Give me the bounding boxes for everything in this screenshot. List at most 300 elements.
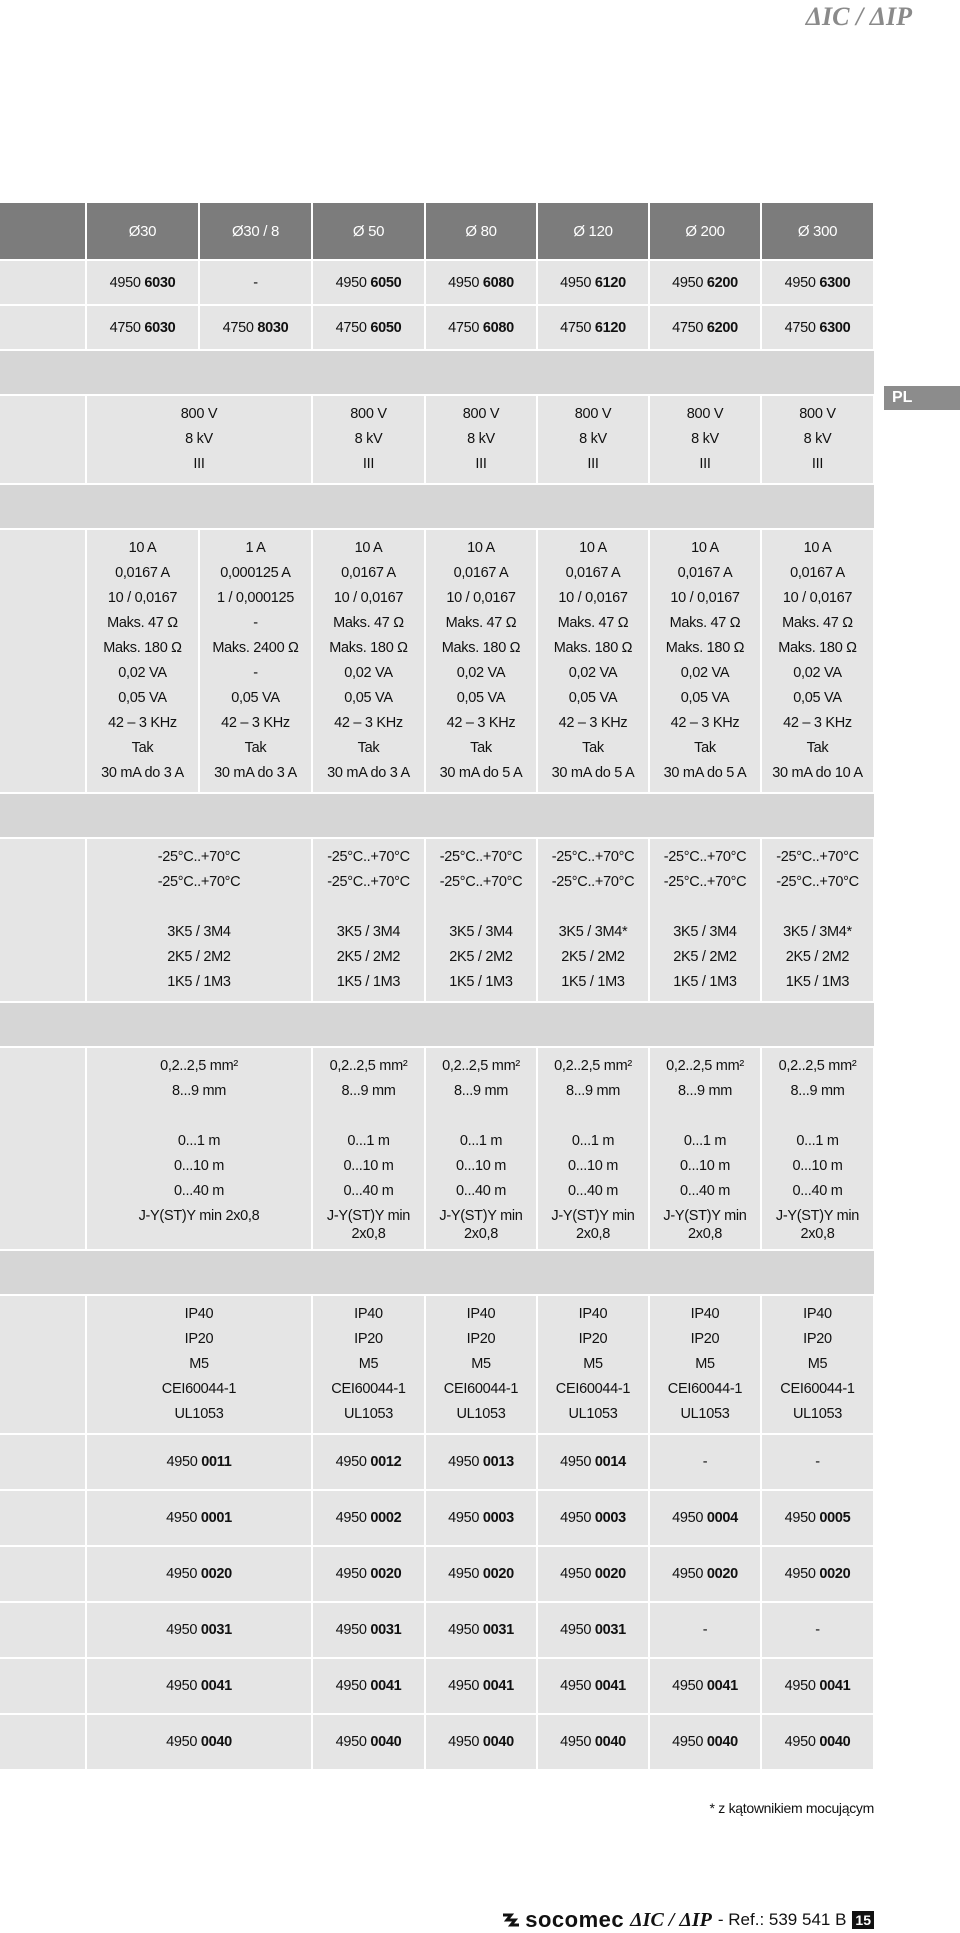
spacer — [762, 895, 873, 920]
spec-value: -25°C..+70°C — [327, 874, 410, 890]
ref-prefix: 4950 — [560, 1510, 592, 1526]
spec-value: IP40 — [578, 1306, 608, 1322]
ref-code-cell — [86, 1714, 312, 1770]
spec-value: 0,05 VA — [793, 690, 842, 706]
ref-suffix: 6030 — [144, 319, 176, 336]
row-label-cell — [0, 395, 86, 484]
ref-code-cell — [761, 1658, 874, 1714]
spec-value: 1K5 / 1M3 — [167, 974, 231, 990]
spacer — [426, 895, 536, 920]
ref-suffix: 6080 — [482, 319, 514, 336]
spec-value: J-Y(ST)Y min 2x0,8 — [551, 1208, 635, 1242]
ref-suffix: 0020 — [819, 1566, 851, 1582]
ref-prefix: 4950 — [560, 1734, 592, 1750]
spec-value: 0,02 VA — [344, 665, 393, 681]
electrical-row — [0, 529, 874, 793]
ref-suffix: 6120 — [594, 274, 626, 291]
spec-value: 0...10 m — [456, 1158, 506, 1174]
ref-suffix: 0005 — [819, 1510, 851, 1526]
spec-value: 10 A — [128, 540, 157, 556]
ref-prefix: 4950 — [560, 1678, 592, 1694]
spec-table-body — [0, 203, 874, 1770]
spec-value: 0,05 VA — [344, 690, 393, 706]
spec-value: 0...1 m — [459, 1133, 503, 1149]
section-insulation — [0, 350, 874, 395]
spec-value: 30 mA do 3 A — [101, 765, 184, 781]
ref-suffix: 0003 — [482, 1510, 514, 1526]
spec-value: 10 / 0,0167 — [333, 590, 404, 606]
ref-prefix: 4950 — [448, 1678, 480, 1694]
spec-values-cell — [649, 838, 761, 1002]
ref-prefix: 4950 — [335, 1678, 367, 1694]
ref-code-cell — [86, 305, 199, 350]
accessory-row — [0, 1490, 874, 1546]
ref-prefix: 4950 — [672, 1566, 704, 1582]
page-title: ΔIC / ΔIP — [805, 2, 912, 31]
spec-value: 0,05 VA — [568, 690, 618, 706]
spec-values-cell — [312, 529, 425, 793]
accessory-row — [0, 1602, 874, 1658]
spec-value: CEI60044-1 — [780, 1381, 855, 1397]
spec-value: 0,02 VA — [568, 665, 618, 681]
ref-code-cell — [537, 305, 649, 350]
spec-value: -25°C..+70°C — [663, 849, 747, 865]
accessory-row — [0, 1658, 874, 1714]
spec-value: CEI60044-1 — [331, 1381, 406, 1397]
ref-code-cell — [199, 305, 312, 350]
ref-prefix: 4950 — [672, 1734, 704, 1750]
spec-value: 0,2..2,5 mm² — [442, 1058, 520, 1074]
ref-suffix: 0040 — [594, 1734, 626, 1750]
row-label-cell — [0, 1295, 86, 1434]
ref-prefix: 4750 — [784, 319, 816, 336]
spec-values-cell — [761, 1047, 874, 1250]
spec-value: 30 mA do 10 A — [772, 765, 863, 781]
socomec-logo — [501, 1907, 624, 1933]
ref-suffix: 0041 — [200, 1678, 232, 1694]
row-label-cell — [0, 1658, 86, 1714]
spec-value: 800 V — [686, 406, 724, 422]
mechanical-row — [0, 1295, 874, 1434]
spacer — [87, 1104, 311, 1129]
spec-value: 0...40 m — [680, 1183, 730, 1199]
spec-value: Maks. 2400 Ω — [212, 640, 299, 656]
spec-value: IP20 — [466, 1331, 496, 1347]
logo-text: socomec — [525, 1907, 625, 1932]
spec-value: -25°C..+70°C — [551, 849, 635, 865]
column-header: Ø 300 — [761, 203, 874, 260]
spec-value: 8...9 mm — [454, 1083, 508, 1099]
spec-value: III — [811, 456, 824, 472]
spec-value: M5 — [471, 1356, 491, 1372]
spec-value: 1K5 / 1M3 — [336, 974, 401, 990]
ref-prefix: 4950 — [448, 1566, 480, 1582]
spec-value: Tak — [582, 740, 604, 756]
ref-code-cell — [86, 1490, 312, 1546]
spec-value: M5 — [583, 1356, 603, 1372]
spec-value: 0,2..2,5 mm² — [160, 1058, 238, 1074]
spec-values-cell — [425, 1295, 537, 1434]
spec-value: IP40 — [354, 1306, 383, 1322]
ref-suffix: 0001 — [200, 1510, 232, 1526]
ref-prefix: 4950 — [335, 1622, 367, 1638]
spec-value: 800 V — [462, 406, 500, 422]
spec-value: Tak — [357, 740, 380, 756]
ref-suffix: 0031 — [594, 1622, 626, 1638]
spec-value: J-Y(ST)Y min 2x0,8 — [439, 1208, 523, 1242]
ref-prefix: 4950 — [560, 274, 592, 291]
ref-code-cell — [312, 1546, 425, 1602]
environment-row — [0, 838, 874, 1002]
spec-value: 30 mA do 5 A — [439, 765, 523, 781]
ref-suffix: 6300 — [819, 319, 851, 336]
spec-value: 800 V — [180, 406, 218, 422]
spec-value: Maks. 47 Ω — [107, 615, 178, 631]
spec-value: -25°C..+70°C — [157, 874, 241, 890]
ref-prefix: 4950 — [166, 1678, 198, 1694]
spec-value: Maks. 180 Ω — [441, 640, 521, 656]
spec-value: CEI60044-1 — [161, 1381, 237, 1397]
ref-prefix: - — [702, 1622, 708, 1638]
section-environment — [0, 793, 874, 838]
ref-suffix: 0031 — [482, 1622, 514, 1638]
ref-prefix: 4950 — [448, 1454, 480, 1470]
spec-values-cell — [425, 1047, 537, 1250]
spec-value: 8 kV — [185, 431, 213, 447]
spec-value: 30 mA do 5 A — [551, 765, 635, 781]
header-row — [0, 203, 874, 260]
spec-values-cell — [649, 529, 761, 793]
ref-code-cell — [425, 1658, 537, 1714]
spec-value: 8 kV — [579, 431, 607, 447]
accessory-row — [0, 1546, 874, 1602]
ref-suffix: 6120 — [594, 319, 626, 336]
spec-value: Maks. 180 Ω — [778, 640, 857, 656]
spec-values-cell — [649, 395, 761, 484]
spec-value: M5 — [358, 1356, 379, 1372]
ref-code-cell — [761, 1490, 874, 1546]
ref-suffix: 0020 — [594, 1566, 626, 1582]
ref-suffix: 6050 — [370, 319, 402, 336]
ref-suffix: 0040 — [200, 1734, 232, 1750]
spec-value: 0,2..2,5 mm² — [666, 1058, 744, 1074]
spec-value: 0...10 m — [343, 1158, 394, 1174]
ref-suffix: 0031 — [200, 1622, 232, 1638]
spec-value: 0,05 VA — [231, 690, 280, 706]
spec-value: 8...9 mm — [341, 1083, 396, 1099]
spec-value: -25°C..+70°C — [439, 849, 523, 865]
connection-row — [0, 1047, 874, 1250]
row-label-cell — [0, 838, 86, 1002]
ref-suffix: 0020 — [482, 1566, 514, 1582]
row-label-cell — [0, 1490, 86, 1546]
ref-row-1 — [0, 260, 874, 305]
column-header: Ø 200 — [649, 203, 761, 260]
ref-prefix: 4950 — [448, 1734, 480, 1750]
spacer — [762, 1104, 873, 1129]
footer-product: ΔIC / ΔIP — [630, 1908, 712, 1931]
ref-prefix: - — [702, 1454, 708, 1470]
spec-values-cell — [199, 529, 312, 793]
spec-value: 3K5 / 3M4 — [673, 924, 737, 940]
spec-value: IP20 — [184, 1331, 214, 1347]
ref-suffix: 0031 — [370, 1622, 402, 1638]
ref-code-cell — [649, 260, 761, 305]
spec-value: 0...1 m — [177, 1133, 221, 1149]
spec-value: 3K5 / 3M4* — [558, 924, 628, 940]
spec-value: 10 A — [354, 540, 383, 556]
spec-values-cell — [425, 395, 537, 484]
spec-value: 8...9 mm — [790, 1083, 845, 1099]
spec-value: Maks. 47 Ω — [669, 615, 741, 631]
ref-prefix: 4950 — [672, 1510, 704, 1526]
ref-prefix: 4750 — [672, 319, 704, 336]
ref-code-cell — [649, 1434, 761, 1490]
row-label-cell — [0, 203, 86, 260]
spec-value: 2K5 / 2M2 — [785, 949, 850, 965]
spec-value: III — [699, 456, 711, 472]
ref-suffix: 0011 — [201, 1454, 232, 1470]
spec-value: 0,05 VA — [118, 690, 167, 706]
spec-value: -25°C..+70°C — [663, 874, 747, 890]
spec-value: 0,2..2,5 mm² — [554, 1058, 632, 1074]
spacer — [313, 1104, 424, 1129]
ref-prefix: 4950 — [448, 1622, 480, 1638]
spec-value: 8 kV — [691, 431, 719, 447]
column-header: Ø 50 — [312, 203, 425, 260]
ref-code-cell — [199, 260, 312, 305]
spec-value: Maks. 47 Ω — [557, 615, 629, 631]
spec-value: 0...1 m — [796, 1133, 839, 1149]
spec-value: 0,2..2,5 mm² — [778, 1058, 857, 1074]
spec-value: 0,05 VA — [456, 690, 506, 706]
spec-values-cell — [537, 529, 649, 793]
spec-values-cell — [761, 1295, 874, 1434]
spacer — [538, 1104, 648, 1129]
spec-value: 1 / 0,000125 — [216, 590, 295, 606]
ref-row-2 — [0, 305, 874, 350]
spec-value: J-Y(ST)Y min 2x0,8 — [775, 1208, 860, 1242]
ref-suffix: 0040 — [819, 1734, 851, 1750]
spec-value: 42 – 3 KHz — [558, 715, 628, 731]
ref-suffix: 6050 — [370, 274, 402, 291]
column-header: Ø 120 — [537, 203, 649, 260]
spec-value: 2K5 / 2M2 — [336, 949, 401, 965]
ref-code-cell — [537, 1546, 649, 1602]
page-footer — [501, 1907, 874, 1933]
spec-values-cell — [312, 395, 425, 484]
spec-value: III — [362, 456, 375, 472]
section-band — [0, 350, 874, 395]
spec-value: 1K5 / 1M3 — [673, 974, 737, 990]
spec-value: 10 / 0,0167 — [446, 590, 516, 606]
spec-value: J-Y(ST)Y min 2x0,8 — [326, 1208, 411, 1242]
spec-value: IP20 — [690, 1331, 720, 1347]
spec-value: 8...9 mm — [566, 1083, 620, 1099]
column-header: Ø 80 — [425, 203, 537, 260]
row-label-cell — [0, 529, 86, 793]
section-electrical — [0, 484, 874, 529]
spec-value: 42 – 3 KHz — [670, 715, 740, 731]
spec-value: 3K5 / 3M4 — [336, 924, 401, 940]
ref-code-cell — [761, 305, 874, 350]
spec-value: UL1053 — [568, 1406, 618, 1422]
spec-value: UL1053 — [456, 1406, 506, 1422]
ref-suffix: 0040 — [482, 1734, 514, 1750]
spec-values-cell — [425, 529, 537, 793]
ref-prefix: 4950 — [448, 274, 480, 291]
ref-suffix: 0003 — [594, 1510, 626, 1526]
ref-suffix: 0041 — [370, 1678, 402, 1694]
ref-prefix: 4950 — [448, 1510, 480, 1526]
ref-prefix: - — [815, 1454, 820, 1470]
ref-code-cell — [312, 1490, 425, 1546]
spec-values-cell — [761, 529, 874, 793]
ref-code-cell — [649, 1658, 761, 1714]
spec-value: III — [193, 456, 205, 472]
ref-code-cell — [537, 260, 649, 305]
ref-suffix: 0041 — [706, 1678, 738, 1694]
spec-value: Maks. 47 Ω — [782, 615, 853, 631]
spec-value: 0,0167 A — [453, 565, 509, 581]
ref-code-cell — [425, 1434, 537, 1490]
row-label-cell — [0, 1434, 86, 1490]
ref-code-cell — [86, 1546, 312, 1602]
ref-prefix: 4950 — [335, 1454, 367, 1470]
spec-value: 3K5 / 3M4 — [449, 924, 513, 940]
spec-value: Maks. 180 Ω — [329, 640, 408, 656]
spec-value: 800 V — [574, 406, 612, 422]
spec-value: 8...9 mm — [172, 1083, 226, 1099]
ref-suffix: 6030 — [144, 274, 176, 291]
spec-values-cell — [761, 838, 874, 1002]
spec-value: 42 – 3 KHz — [221, 715, 290, 731]
ref-code-cell — [761, 1602, 874, 1658]
ref-prefix: 4950 — [672, 1678, 704, 1694]
ref-suffix: 0012 — [370, 1454, 402, 1470]
spacer — [650, 895, 760, 920]
ref-code-cell — [537, 1602, 649, 1658]
spec-value: 0...40 m — [792, 1183, 843, 1199]
spacer — [538, 895, 648, 920]
spec-value: 0,0167 A — [790, 565, 845, 581]
spec-values-cell — [537, 1295, 649, 1434]
spec-value: CEI60044-1 — [443, 1381, 519, 1397]
spec-value: Maks. 180 Ω — [553, 640, 633, 656]
section-band — [0, 1250, 874, 1295]
spec-values-cell — [86, 1295, 312, 1434]
ref-code-cell — [86, 1658, 312, 1714]
language-tab: PL — [884, 386, 960, 410]
spec-value: Maks. 47 Ω — [445, 615, 517, 631]
ref-prefix: 4950 — [784, 1566, 816, 1582]
ref-code-cell — [425, 1602, 537, 1658]
spec-value: IP40 — [184, 1306, 214, 1322]
spec-value: 0...10 m — [792, 1158, 843, 1174]
column-header: Ø30 / 8 — [199, 203, 312, 260]
spec-value: Tak — [694, 740, 716, 756]
ref-suffix: 0020 — [706, 1566, 738, 1582]
ref-code-cell — [425, 1714, 537, 1770]
spec-value: IP40 — [803, 1306, 832, 1322]
spec-value: M5 — [807, 1356, 828, 1372]
spec-value: 0...40 m — [568, 1183, 618, 1199]
ref-code-cell — [425, 305, 537, 350]
spec-value: -25°C..+70°C — [776, 849, 859, 865]
ref-prefix: 4950 — [166, 1454, 198, 1470]
spec-value: 0,000125 A — [220, 565, 291, 581]
spec-value: 1 A — [245, 540, 266, 556]
ref-prefix: 4950 — [335, 274, 367, 291]
spec-value: 0,0167 A — [677, 565, 733, 581]
spacer — [650, 1104, 760, 1129]
spec-value: 0...10 m — [680, 1158, 730, 1174]
spec-value: IP40 — [466, 1306, 496, 1322]
ref-prefix: 4950 — [109, 274, 141, 291]
spec-value: Maks. 180 Ω — [665, 640, 745, 656]
spec-value: 42 – 3 KHz — [334, 715, 403, 731]
spec-value: J-Y(ST)Y min 2x0,8 — [138, 1208, 260, 1224]
spec-value: 10 / 0,0167 — [670, 590, 740, 606]
ref-suffix: 0014 — [594, 1454, 626, 1470]
section-connection — [0, 1002, 874, 1047]
ref-code-cell — [425, 1546, 537, 1602]
ref-suffix: 6080 — [482, 274, 514, 291]
ref-code-cell — [312, 260, 425, 305]
ref-code-cell — [312, 1434, 425, 1490]
ref-code-cell — [312, 305, 425, 350]
spec-value: 0,0167 A — [115, 565, 170, 581]
spec-value: 0,0167 A — [341, 565, 396, 581]
ref-prefix: 4750 — [448, 319, 480, 336]
spec-value: 0...10 m — [568, 1158, 618, 1174]
spec-value: 0...1 m — [571, 1133, 615, 1149]
spec-value: 10 A — [467, 540, 495, 556]
ref-code-cell — [761, 1714, 874, 1770]
spec-value: CEI60044-1 — [555, 1381, 631, 1397]
ref-suffix: 0040 — [370, 1734, 402, 1750]
ref-code-cell — [425, 1490, 537, 1546]
spec-value: 8 kV — [467, 431, 495, 447]
spacer — [313, 895, 424, 920]
ref-prefix: 4950 — [166, 1510, 198, 1526]
spec-value: III — [587, 456, 599, 472]
ref-code-cell — [312, 1602, 425, 1658]
spec-value: Tak — [131, 740, 154, 756]
spec-values-cell — [761, 395, 874, 484]
ref-code-cell — [649, 305, 761, 350]
spec-value: -25°C..+70°C — [439, 874, 523, 890]
spec-value: 3K5 / 3M4 — [167, 924, 231, 940]
section-mechanical — [0, 1250, 874, 1295]
spec-values-cell — [537, 1047, 649, 1250]
ref-prefix: 4750 — [109, 319, 141, 336]
ref-suffix: 8030 — [257, 319, 289, 336]
spec-value: -25°C..+70°C — [327, 849, 410, 865]
spec-value: 42 – 3 KHz — [108, 715, 177, 731]
spec-value: M5 — [189, 1356, 209, 1372]
spec-value: 10 A — [691, 540, 719, 556]
spec-value: 0,02 VA — [456, 665, 506, 681]
spec-value: 0,02 VA — [793, 665, 842, 681]
spec-value: CEI60044-1 — [667, 1381, 743, 1397]
ref-prefix: 4950 — [335, 1566, 367, 1582]
spec-value: M5 — [695, 1356, 715, 1372]
spec-values-cell — [86, 1047, 312, 1250]
spec-value: -25°C..+70°C — [157, 849, 241, 865]
ref-prefix: 4950 — [560, 1566, 592, 1582]
ref-prefix: 4950 — [784, 274, 816, 291]
